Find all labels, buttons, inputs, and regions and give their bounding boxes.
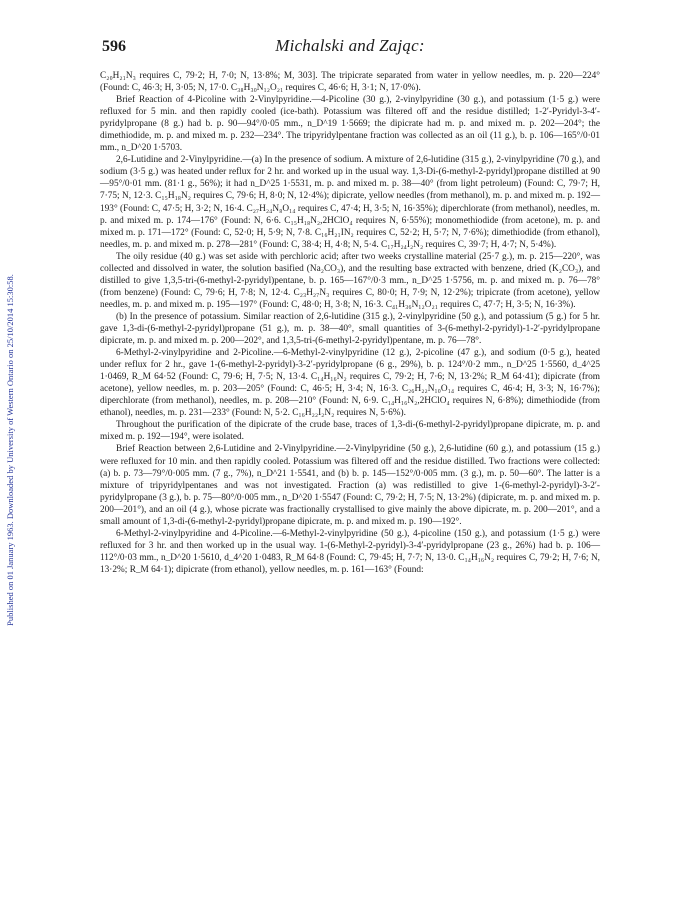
paragraph: Brief Reaction between 2,6-Lutidine and 2-Vinylpyridine.—2-Vinylpyridine (50 g.), 2,6-lutidine (60 g.), and potassium (15 g.) were refluxed for 10 min. and then rapidly cooled. Potassium was filtered off and the residue distilled. Two fractions were collected: (a) b. p. 73—79°/0·005 mm. (7 g., 7%), n_D^21 1·5541, and (b) b. p. 145—152°/0·005 mm. (3 g.), m. p. 50—60°. The latter is a mixture of tripyridylpentanes and was not investigated. Fraction (a) was redistilled to give 1-(6-methyl-2-pyridyl)-3-2′-pyridylpropane (3 g.), b. p. 75—80°/0·005 mm., n_D^20 1·5547 (Found: C, 79·2; H, 7·5; N, 13·2%) (dipicrate, m. p. and mixed m. p. 200—201°), and an oil (4 g.), whose picrate was fractionally crystallised to give mainly the above dipicrate, m. p. 200—201°, and a small amount of 1,3-di-(6-methyl-2-pyridyl)propane dipicrate, m. p. and mixed m. p. 190—192°. [100,444,600,527]
paragraph: 6-Methyl-2-vinylpyridine and 4-Picoline.—6-Methyl-2-vinylpyridine (50 g.), 4-picoline (150 g.), and potassium (1·5 g.) were refluxed for 3 hr. and then worked up in the usual way. 1-(6-Methyl-2-pyridyl)-3-4′-pyridylpropane (23 g., 26%) had b. p. 106—112°/0·03 mm., n_D^20 1·5610, d_4^20 1·0483, R_M 64·8 (Found: C, 79·45; H, 7·7; N, 13·0. C₁₄H₁₆N₂ requires C, 79·2; H, 7·6; N, 13·2%; R_M 64·1); dipicrate (from ethanol), yellow needles, m. p. 161—163° (Found: [100,528,600,575]
page-number: 596 [102,38,126,55]
paragraph: (b) In the presence of potassium. Similar reaction of 2,6-lutidine (315 g.), 2-vinylpyridine (50 g.), and potassium (5 g.) for 5 hr. gave 1,3-di-(6-methyl-2-pyridyl)propane (51 g.), m. p. 38—40°, small quantities of 3-(6-methyl-2-pyridyl)-1-2′-pyridylpropane dipicrate, m. p. and mixed m. p. 200—202°, and 1,3,5-tri-(6-methyl-2-pyridyl)pentane, m. p. 76—78°. [100,311,600,347]
running-head: Michalski and Zając: [275,36,425,55]
paragraph: Throughout the purification of the dipicrate of the crude base, traces of 1,3-di-(6-methyl-2-pyridyl)propane dipicrate, m. p. and mixed m. p. 192—194°, were isolated. [100,420,600,443]
paragraph: C₂₀H₂₁N₃ requires C, 79·2; H, 7·0; N, 13·8%; M, 303]. The tripicrate separated from water in yellow needles, m. p. 220—224° (Found: C, 46·3; H, 3·05; N, 17·0. C₃₈H₃₀N₁₂O₂₁ requires C, 46·6; H, 3·1; N, 17·0%). [100,71,600,94]
page-header [102,36,598,58]
paragraph: 2,6-Lutidine and 2-Vinylpyridine.—(a) In the presence of sodium. A mixture of 2,6-lutidine (315 g.), 2-vinylpyridine (70 g.), and sodium (3·5 g.) was heated under reflux for 2 hr. and worked up in the usual way. 1,3-Di-(6-methyl-2-pyridyl)propane distilled at 90—95°/0·01 mm. (81·1 g., 56%); it had n_D^25 1·5531, m. p. and mixed m. p. 38—40° (from light petroleum) (Found: C, 79·7; H, 7·75; N, 12·3. C₁₅H₁₈N₂ requires C, 79·6; H, 8·0; N, 12·4%); dipicrate, yellow needles (from methanol), m. p. and mixed m. p. 192—193° (Found: C, 47·5; H, 3·2; N, 16·4. C₂₇H₂₄N₈O₁₄ requires C, 47·4; H, 3·5; N, 16·35%); diperchlorate (from methanol), needles, m. p. and mixed m. p. 174—176° (Found: N, 6·6. C₁₅H₁₈N₂,2HClO₄ requires N, 6·55%); monomethiodide (from acetone), m. p. and mixed m. p. 171—172° (Found: C, 52·0; H, 5·9; N, 7·8. C₁₆H₂₁IN₂ requires C, 52·2; H, 5·7; N, 7·6%); dimethiodide (from ethanol), needles, m. p. and mixed m. p. 278—281° (Found: C, 38·4; H, 4·8; N, 5·4. C₁₇H₂₄I₂N₂ requires C, 39·7; H, 4·7; N, 5·4%). [100,155,600,250]
paragraph: Brief Reaction of 4-Picoline with 2-Vinylpyridine.—4-Picoline (30 g.), 2-vinylpyridine (30 g.), and potassium (1·5 g.) were refluxed for 5 min. and then rapidly cooled (ice-bath). Potassium was filtered off and the residue distilled; 1-2′-Pyridyl-3-4′-pyridylpropane (8 g.) had b. p. 90—94°/0·05 mm., n_D^19 1·5669; the dipicrate had m. p. and mixed m. p. 202—204°; the dimethiodide, m. p. and mixed m. p. 232—234°. The tripyridylpentane fraction was collected as an oil (11 g.), b. p. 106—165°/0·01 mm., n_D^20 1·5703. [100,95,600,154]
publication-sidebar [2,120,18,780]
published-note: Published on 01 January 1963. Downloaded by University of Western Ontario on 25/10/2014 15:30:58. [5,274,16,626]
article-body [100,70,600,576]
paragraph: The oily residue (40 g.) was set aside with perchloric acid; after two weeks crystalline material (25·7 g.), m. p. 215—220°, was collected and dissolved in water, the solution basified (Na₂CO₃), and the resulting base extracted with benzene, dried (K₂CO₃), and distilled to give 1,3,5-tri-(6-methyl-2-pyridyl)pentane, b. p. 165—167°/0·3 mm., n_D^25 1·5756, m. p. and mixed m. p. 76—78° (from benzene) (Found: C, 79·6; H, 7·8; N, 12·4. C₂₃H₂₇N₃ requires C, 80·0; H, 7·9; N, 12·2%); tripicrate (from acetone), yellow needles, m. p. and mixed m. p. 195—197° (Found: C, 48·0; H, 3·8; N, 16·3. C₄₁H₃₆N₁₂O₂₁ requires C, 47·7; H, 3·5; N, 16·3%). [100,251,600,310]
paragraph: 6-Methyl-2-vinylpyridine and 2-Picoline.—6-Methyl-2-vinylpyridine (12 g.), 2-picoline (47 g.), and sodium (0·5 g.), heated under reflux for 2 hr., gave 1-(6-methyl-2-pyridyl)-3-2′-pyridylpropane (6 g., 29%), b. p. 124°/0·2 mm., n_D^25 1·5560, d_4^25 1·0469, R_M 64·52 (Found: C, 79·6; H, 7·5; N, 13·4. C₁₄H₁₆N₂ requires C, 79·2; H, 7·6; N, 13·2%; R_M 64·41); dipicrate (from acetone), yellow needles, m. p. 203—205° (Found: C, 46·5; H, 3·4; N, 16·3. C₂₆H₂₂N₁₀O₁₄ requires C, 46·4; H, 3·3; N, 16·7%); diperchlorate (from methanol), needles, m. p. 208—210° (Found: N, 6·9. C₁₄H₁₆N₂,2HClO₄ requires N, 6·8%); dimethiodide (from ethanol), needles, m. p. 231—233° (Found: N, 5·2. C₁₆H₂₂I₂N₂ requires N, 5·6%). [100,348,600,419]
